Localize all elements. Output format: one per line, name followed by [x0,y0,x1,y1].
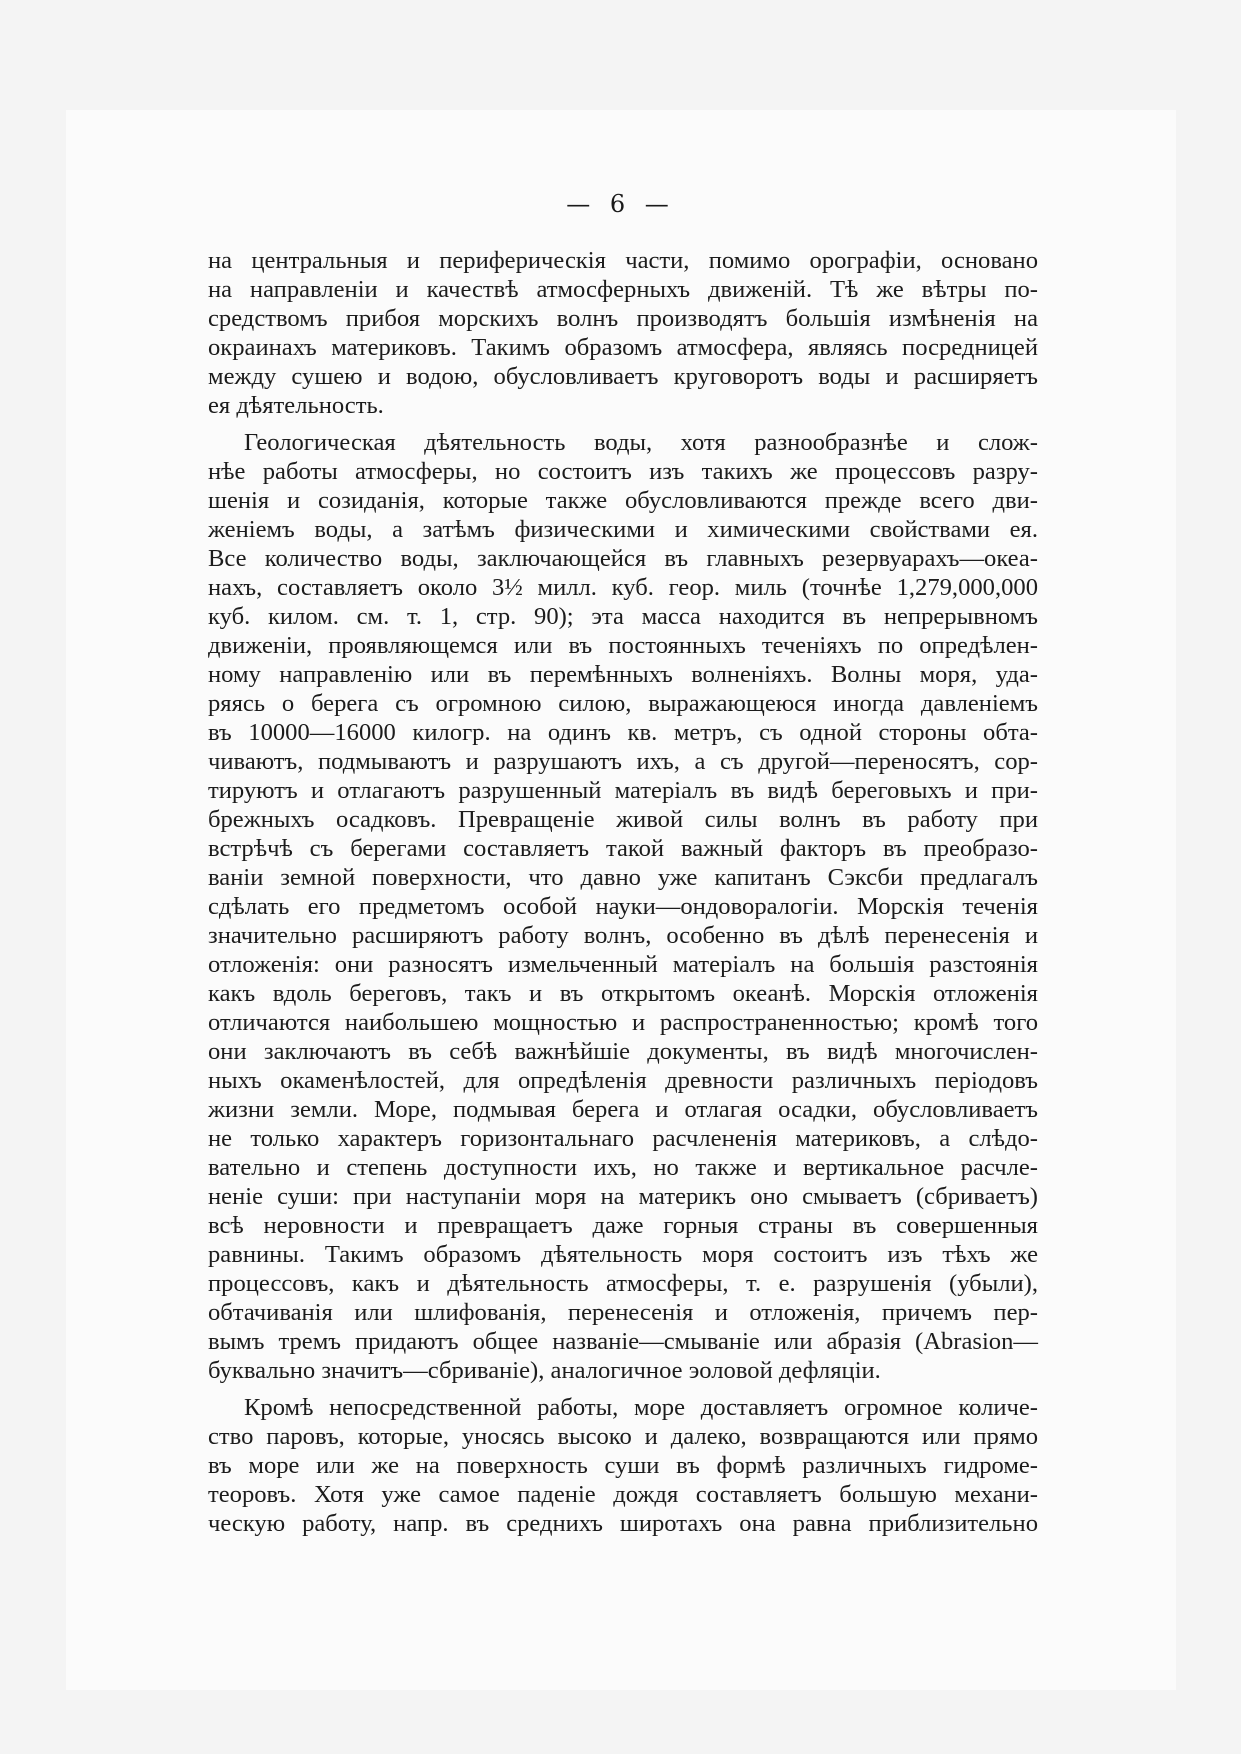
text-line: въ 10000—16000 килогр. на одинъ кв. метръ, съ одной стороны обта- [208,719,1038,746]
text-line: чиваютъ, подмываютъ и разрушаютъ ихъ, а съ другой—переносятъ, сор- [208,748,1038,775]
text-line: нѣе работы атмосферы, но состоитъ изъ такихъ же процессовъ разру- [208,458,1038,485]
text-line: между сушею и водою, обусловливаетъ круговоротъ воды и расширяетъ [208,363,1038,390]
paragraph [208,246,1038,420]
text-line: сдѣлать его предметомъ особой науки—ондоворалогіи. Морскія теченія [208,893,1038,920]
text-line: обтачиванія или шлифованія, перенесенія и отложенія, причемъ пер- [208,1299,1038,1326]
text-line: отложенія: они разносятъ измельченный матеріалъ на большія разстоянія [208,951,1038,978]
text-line: Кромѣ непосредственной работы, море доставляетъ огромное количе- [244,1394,1038,1421]
text-line: отличаются наибольшею мощностью и распространенностью; кромѣ того [208,1009,1038,1036]
text-line: всѣ неровности и превращаетъ даже горныя страны въ совершенныя [208,1212,1038,1239]
paragraph [208,428,1038,1385]
text-line: не только характеръ горизонтальнаго расчлененія материковъ, а слѣдо- [208,1125,1038,1152]
text-line: женіемъ воды, а затѣмъ физическими и химическими свойствами ея. [208,516,1038,543]
page-number: — 6 — [566,190,675,218]
text-line: окраинахъ материковъ. Такимъ образомъ атмосфера, являясь посредницей [208,334,1038,361]
text-line: шенія и созиданія, которые также обусловливаются прежде всего дви- [208,487,1038,514]
text-line: ческую работу, напр. въ среднихъ широтахъ она равна приблизительно [208,1510,1038,1537]
text-line: встрѣчѣ съ берегами составляетъ такой важный факторъ въ преобразо- [208,835,1038,862]
text-line: въ море или же на поверхность суши въ формѣ различныхъ гидроме- [208,1452,1038,1479]
text-line: процессовъ, какъ и дѣятельность атмосферы, т. е. разрушенія (убыли), [208,1270,1038,1297]
text-line: ному направленію или въ перемѣнныхъ волненіяхъ. Волны моря, уда- [208,661,1038,688]
text-line: ваніи земной поверхности, что давно уже капитанъ Сэксби предлагалъ [208,864,1038,891]
text-line: средствомъ прибоя морскихъ волнъ производятъ большія измѣненія на [208,305,1038,332]
body-text [208,246,1038,1538]
text-line: ряясь о берега съ огромною силою, выражающеюся иногда давленіемъ [208,690,1038,717]
text-line: на направленіи и качествѣ атмосферныхъ движеній. Тѣ же вѣтры по- [208,276,1038,303]
text-line: ныхъ окаменѣлостей, для опредѣленія древности различныхъ періодовъ [208,1067,1038,1094]
text-line: теоровъ. Хотя уже самое паденіе дождя составляетъ большую механи- [208,1481,1038,1508]
text-line: ство паровъ, которые, уносясь высоко и далеко, возвращаются или прямо [208,1423,1038,1450]
text-line: значительно расширяютъ работу волнъ, особенно въ дѣлѣ перенесенія и [208,922,1038,949]
paragraph-gap [208,1385,1038,1393]
text-line: на центральныя и периферическія части, помимо орографіи, основано [208,247,1038,274]
text-line: равнины. Такимъ образомъ дѣятельность моря состоитъ изъ тѣхъ же [208,1241,1038,1268]
text-line: вательно и степень доступности ихъ, но также и вертикальное расчле- [208,1154,1038,1181]
text-line: буквально значитъ—сбриваніе), аналогичное эоловой дефляціи. [208,1357,881,1384]
text-line: неніе суши: при наступаніи моря на материкъ оно смываетъ (сбриваетъ) [208,1183,1038,1210]
text-line: какъ вдоль береговъ, такъ и въ открытомъ океанѣ. Морскія отложенія [208,980,1038,1007]
text-line: движеніи, проявляющемся или въ постоянныхъ теченіяхъ по опредѣлен- [208,632,1038,659]
text-line: куб. килом. см. т. 1, стр. 90); эта масса находится въ непрерывномъ [208,603,1038,630]
text-line: нахъ, составляетъ около 3½ милл. куб. геор. миль (точнѣе 1,279,000,000 [208,574,1038,601]
paragraph [208,1393,1038,1538]
text-line: ея дѣятельность. [208,392,384,419]
text-line: Геологическая дѣятельность воды, хотя разнообразнѣе и слож- [244,429,1038,456]
paragraph-gap [208,420,1038,428]
text-line: вымъ тремъ придаютъ общее названіе—смываніе или абразія (Abrasion— [208,1328,1038,1355]
text-line: тируютъ и отлагаютъ разрушенный матеріалъ въ видѣ береговыхъ и при- [208,777,1038,804]
text-line: они заключаютъ въ себѣ важнѣйшіе документы, въ видѣ многочислен- [208,1038,1038,1065]
text-line: жизни земли. Море, подмывая берега и отлагая осадки, обусловливаетъ [208,1096,1038,1123]
text-line: Все количество воды, заключающейся въ главныхъ резервуарахъ—океа- [208,545,1038,572]
text-line: брежныхъ осадковъ. Превращеніе живой силы волнъ въ работу при [208,806,1038,833]
